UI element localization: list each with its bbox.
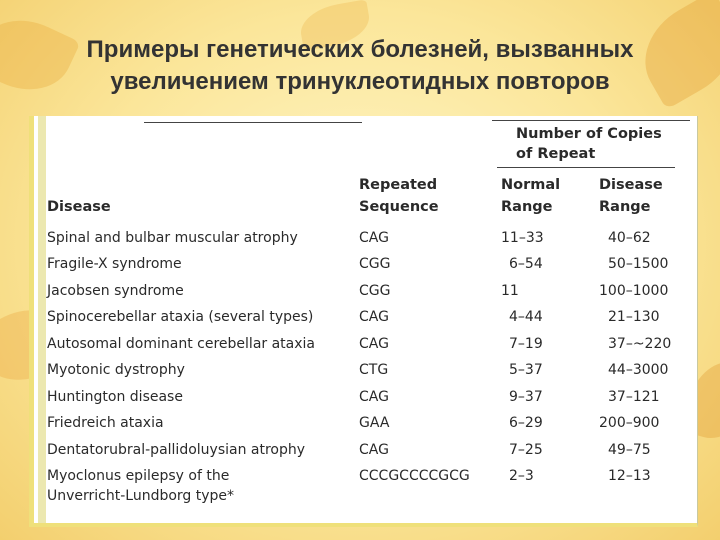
row-9-disease-range: 49–75: [608, 442, 651, 458]
group-header-line1: Number of Copies: [516, 126, 662, 142]
row-5-disease-range: 37–~220: [608, 336, 672, 352]
row-6-disease-range: 44–3000: [608, 362, 669, 378]
row-1-sequence: CAG: [359, 230, 389, 246]
row-8-disease: Friedreich ataxia: [47, 415, 164, 431]
row-10-disease: Myoclonus epilepsy of the: [47, 468, 230, 484]
row-7-normal: 9–37: [509, 389, 543, 405]
slide-title: [0, 34, 720, 98]
row-7-disease: Huntington disease: [47, 389, 183, 405]
row-9-disease: Dentatorubral-pallidoluysian atrophy: [47, 442, 306, 458]
row-10-sequence: CCCGCCCCGCG: [359, 468, 470, 484]
row-8-sequence: GAA: [359, 415, 390, 431]
row-8-normal: 6–29: [509, 415, 543, 431]
row-1-disease-range: 40–62: [608, 230, 651, 246]
row-4-normal: 4–44: [509, 309, 543, 325]
row-8-disease-range: 200–900: [599, 415, 660, 431]
header-sequence-line2: Sequence: [359, 199, 439, 215]
row-4-disease-range: 21–130: [608, 309, 660, 325]
row-10-normal: 2–3: [509, 468, 534, 484]
row-6-normal: 5–37: [509, 362, 543, 378]
row-2-sequence: CGG: [359, 256, 391, 272]
row-3-disease-range: 100–1000: [599, 283, 669, 299]
slide-title-line1: Примеры генетических болезней, вызванных: [86, 36, 634, 63]
row-4-sequence: CAG: [359, 309, 389, 325]
header-normal-line1: Normal: [501, 177, 561, 193]
header-disease-range-line2: Range: [599, 199, 651, 215]
row-10-disease-line2: Unverricht-Lundborg type*: [47, 488, 235, 504]
header-disease: Disease: [47, 199, 111, 215]
table-panel: [29, 116, 698, 527]
group-header-line2: of Repeat: [516, 146, 596, 162]
row-6-disease: Myotonic dystrophy: [47, 362, 185, 378]
header-normal-line2: Range: [501, 199, 553, 215]
row-2-disease: Fragile-X syndrome: [47, 256, 182, 272]
row-9-normal: 7–25: [509, 442, 543, 458]
row-2-normal: 6–54: [509, 256, 543, 272]
row-9-sequence: CAG: [359, 442, 389, 458]
row-7-sequence: CAG: [359, 389, 389, 405]
slide-title-line2: увеличением тринуклеотидных повторов: [110, 68, 610, 95]
header-disease-range-line1: Disease: [599, 177, 663, 193]
row-3-normal: 11: [501, 283, 519, 299]
row-5-disease: Autosomal dominant cerebellar ataxia: [47, 336, 316, 352]
row-5-normal: 7–19: [509, 336, 543, 352]
row-1-normal: 11–33: [501, 230, 544, 246]
table-top-rule: [492, 120, 690, 121]
row-10-disease-range: 12–13: [608, 468, 651, 484]
row-7-disease-range: 37–121: [608, 389, 660, 405]
row-1-disease: Spinal and bulbar muscular atrophy: [47, 230, 298, 246]
row-5-sequence: CAG: [359, 336, 389, 352]
row-4-disease: Spinocerebellar ataxia (several types): [47, 309, 314, 325]
table-top-rule: [144, 122, 362, 123]
panel-edge-rule: [38, 116, 46, 523]
row-2-disease-range: 50–1500: [608, 256, 669, 272]
group-header-rule: [497, 167, 675, 168]
row-6-sequence: CTG: [359, 362, 389, 378]
row-3-disease: Jacobsen syndrome: [47, 283, 184, 299]
row-3-sequence: CGG: [359, 283, 391, 299]
header-sequence-line1: Repeated: [359, 177, 438, 193]
